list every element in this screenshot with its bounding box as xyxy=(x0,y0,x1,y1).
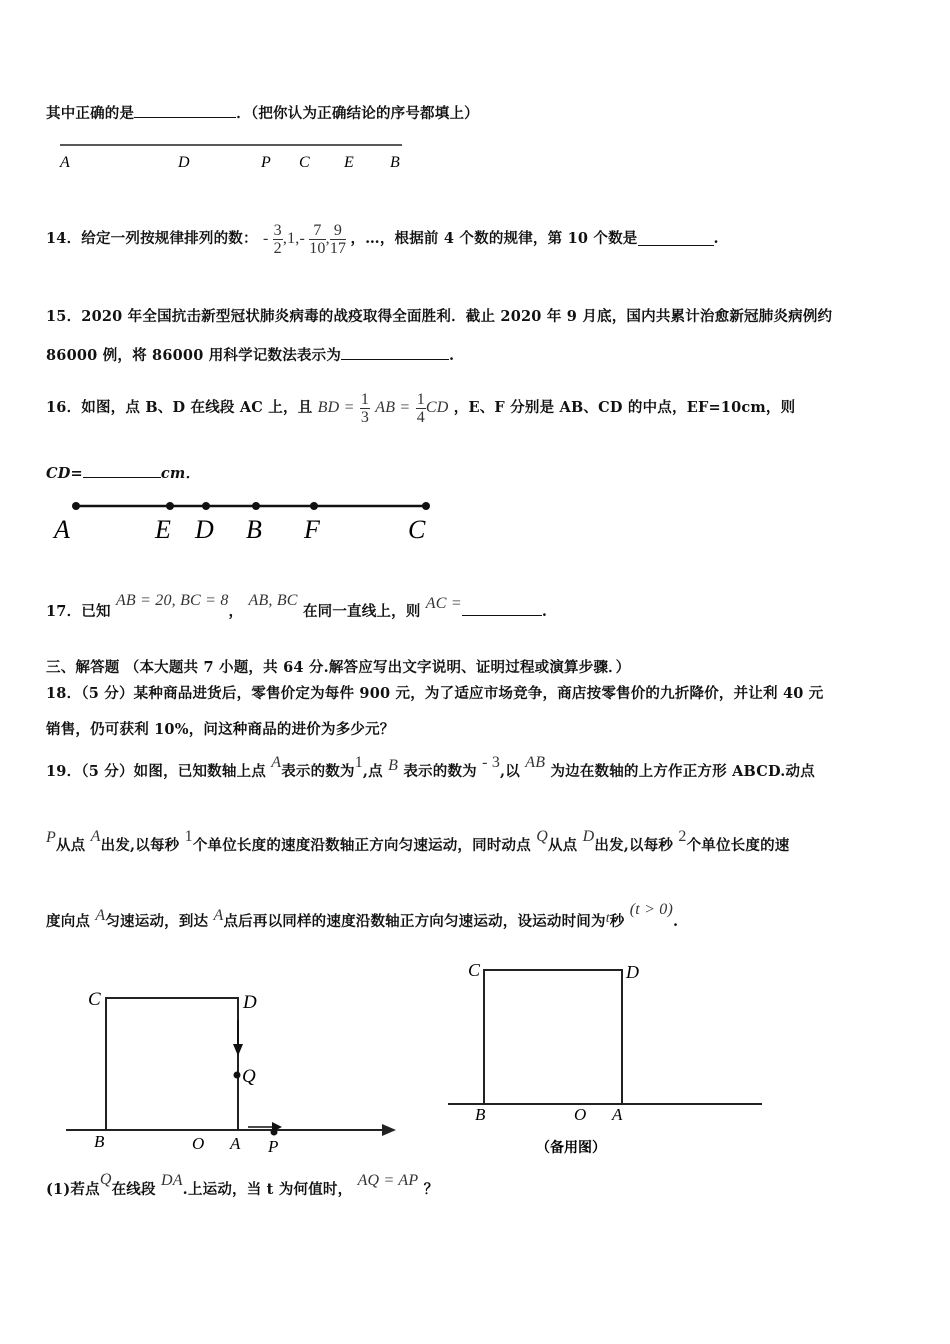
q15-line2-text: 86000 例，将 86000 用科学记数法表示为 xyxy=(46,347,342,364)
q16-suffix: ，E、F 分别是 AB、CD 的中点，EF=10cm，则 xyxy=(453,399,796,416)
q13-text xyxy=(46,102,479,123)
q19-var: DA xyxy=(160,1172,183,1189)
frac-num: 1 xyxy=(360,390,370,408)
q19-sub1 xyxy=(46,1170,438,1210)
fig1-label: B xyxy=(94,1132,105,1151)
q19-text: . xyxy=(673,913,679,930)
q19-text: (1)若点 xyxy=(46,1181,100,1198)
q16-point-label: A xyxy=(54,515,70,544)
q19-text: .上运动，当 t 为何值时， xyxy=(182,1181,353,1198)
q16-cd-label: CD= xyxy=(46,465,83,482)
q13-point-label: E xyxy=(344,154,354,171)
q15-line1: 15．2020 年全国抗击新型冠状肺炎病毒的战疫取得全面胜利．截止 2020 年 9 月底，国内共累计治愈新冠肺炎病例约 xyxy=(46,308,833,325)
q19-text: 在线段 xyxy=(111,1181,156,1198)
q19-text: 为边在数轴的上方作正方形 ABCD.动点 xyxy=(550,763,815,780)
fig2-caption: （备用图） xyxy=(536,1140,606,1156)
q16-point-label: F xyxy=(304,515,320,544)
q17-mid: 在同一直线上，则 xyxy=(302,603,421,620)
q13-point-label: D xyxy=(178,154,190,171)
q13-point-label: C xyxy=(299,154,310,171)
q13-prompt: 其中正确的是 xyxy=(46,105,135,122)
q18-line2: 销售，仍可获利 10%，问这种商品的进价为多少元？ xyxy=(46,721,395,738)
q16-eq1: BD = xyxy=(317,399,355,416)
q17-text xyxy=(46,592,548,626)
q16-answer-blank[interactable] xyxy=(83,465,161,478)
q14-suffix: ，…，根据前 4 个数的规律，第 10 个数是 xyxy=(350,230,638,247)
frac-num: 7 xyxy=(309,222,325,240)
q19-var: 1 xyxy=(184,828,193,845)
q16-frac1 xyxy=(360,391,370,426)
q16-point-dot xyxy=(72,502,80,510)
q19-line2 xyxy=(46,826,789,866)
q13-suffix: ．（把你认为正确结论的序号都填上） xyxy=(236,105,479,122)
fig1-label: D xyxy=(243,992,257,1013)
frac-num: 1 xyxy=(416,390,425,408)
q14-end: . xyxy=(713,230,719,247)
q19-var: D xyxy=(582,828,595,845)
q19-var: 2 xyxy=(678,828,687,845)
fig2-label: C xyxy=(468,960,481,980)
fig2-label: D xyxy=(626,962,639,982)
q16-point-dot xyxy=(310,502,318,510)
q15-answer-blank[interactable] xyxy=(341,347,449,360)
frac-den: 4 xyxy=(416,408,425,426)
frac-num: 3 xyxy=(273,221,282,239)
point-p-dot xyxy=(271,1129,278,1136)
q17-end: . xyxy=(541,603,548,620)
q17-comma: ， xyxy=(228,603,244,620)
q16-point-dot xyxy=(422,502,430,510)
q16-cd-unit: cm． xyxy=(160,465,201,482)
q16-point-label: C xyxy=(408,515,426,544)
q19-var: A xyxy=(213,907,224,924)
q16-segment-figure xyxy=(50,496,450,548)
arrow-down-icon xyxy=(233,1044,243,1056)
fig1-label: P xyxy=(268,1137,279,1156)
q16-cd-line xyxy=(46,462,200,483)
fig2-label: O xyxy=(574,1105,587,1124)
q19-var: Q xyxy=(536,828,548,845)
fig1-label: Q xyxy=(242,1066,256,1087)
q14-mid: ,1,- xyxy=(282,230,306,247)
q13-point-label: A xyxy=(60,154,70,171)
q19-text: 匀速运动，到达 xyxy=(105,913,209,930)
q19-text: 点后再以同样的速度沿数轴正方向匀速运动，设运动时间为 xyxy=(223,913,606,930)
q14-frac2 xyxy=(309,222,325,257)
q19-var: AQ = AP xyxy=(357,1172,419,1189)
q16-point-dot xyxy=(202,502,210,510)
point-q-dot xyxy=(234,1072,241,1079)
q13-number-line-figure xyxy=(50,138,420,178)
q16-point-dot xyxy=(252,502,260,510)
q19-text: 表示的数为 xyxy=(281,763,355,780)
q19-figure-backup xyxy=(440,954,770,1164)
q19-figure-main xyxy=(60,986,410,1158)
section-3-header: 三、解答题 （本大题共 7 小题，共 64 分.解答应写出文字说明、证明过程或演算步骤．） xyxy=(46,659,631,676)
q14-comma: , xyxy=(325,230,330,247)
q13-point-label: B xyxy=(390,154,400,171)
q19-text: 从点 xyxy=(547,837,578,854)
q16-point-label: D xyxy=(195,515,214,544)
q16-point-label: E xyxy=(155,515,171,544)
q13-answer-blank[interactable] xyxy=(134,105,236,118)
q17-cond: AB = 20, BC = 8 xyxy=(115,592,229,609)
q16-frac2 xyxy=(416,391,426,426)
q19-text: 秒 xyxy=(609,913,625,930)
q19-var: B xyxy=(388,757,399,774)
frac-den: 10 xyxy=(309,239,326,257)
q14-number: 14．给定一列按规律排列的数： xyxy=(46,230,258,247)
frac-num: 9 xyxy=(330,222,346,240)
q16-point-label: B xyxy=(246,515,262,544)
axis-arrow-icon xyxy=(382,1124,396,1136)
q19-var: AB xyxy=(525,754,546,771)
q19-text: 个单位长度的速度沿数轴正方向匀速运动，同时动点 xyxy=(192,837,531,854)
q16-text xyxy=(46,382,795,434)
q17-pair: AB, BC xyxy=(248,592,298,609)
q17-answer-blank[interactable] xyxy=(462,603,542,616)
q15-line2 xyxy=(46,344,454,365)
q19-var: (t > 0) xyxy=(629,901,674,918)
fig1-label: O xyxy=(192,1134,205,1153)
frac-den: 3 xyxy=(360,408,370,426)
q16-prefix: 16．如图，点 B、D 在线段 AC 上，且 xyxy=(46,399,313,416)
fig2-label: B xyxy=(475,1105,486,1124)
fig1-label: A xyxy=(230,1134,241,1153)
q18-line1: 18．（5 分）某种商品进货后，零售价定为每件 900 元，为了适应市场竞争，商店按零售价的九折降价，并让利 40 元 xyxy=(46,685,824,702)
fig2-label: A xyxy=(612,1105,623,1124)
q19-var: P xyxy=(46,829,56,846)
q14-frac3 xyxy=(330,222,346,257)
q19-var: Q xyxy=(99,1171,112,1188)
q14-seq xyxy=(262,221,351,257)
q14-sign: - xyxy=(262,230,269,247)
frac-den: 2 xyxy=(273,239,282,257)
q19-text: 19．（5 分）如图，已知数轴上点 xyxy=(46,763,266,780)
q19-text: 从点 xyxy=(55,837,86,854)
q19-var: A xyxy=(271,754,282,771)
q14-text xyxy=(46,219,719,259)
q19-text: 出发,以每秒 xyxy=(594,837,674,854)
q16-eq2: AB = xyxy=(375,399,411,416)
q19-line3 xyxy=(46,902,678,943)
q13-point-label: P xyxy=(261,154,271,171)
q16-eq3: CD xyxy=(425,399,449,416)
q19-var: 1 xyxy=(354,754,363,771)
q19-text: 表示的数为 xyxy=(403,763,477,780)
q19-text: ？ xyxy=(423,1181,439,1198)
q16-point-dot xyxy=(166,502,174,510)
q17-prefix: 17．已知 xyxy=(46,603,111,620)
q14-answer-blank[interactable] xyxy=(638,233,714,246)
q19-var: A xyxy=(90,828,101,845)
q19-line1 xyxy=(46,752,815,792)
q15-end: . xyxy=(449,347,455,364)
q19-text: ,以 xyxy=(500,763,520,780)
q19-var: t xyxy=(605,911,610,926)
q19-text: ,点 xyxy=(362,763,383,780)
q19-var: - 3 xyxy=(482,754,501,771)
q19-text: 度向点 xyxy=(46,913,91,930)
q19-var: A xyxy=(95,907,106,924)
q19-text: 个单位长度的速 xyxy=(686,837,790,854)
frac-den: 17 xyxy=(329,239,347,257)
q19-text: 出发,以每秒 xyxy=(100,837,180,854)
fig1-label: C xyxy=(88,989,101,1010)
q14-frac1 xyxy=(273,222,283,257)
q17-ac: AC = xyxy=(425,595,462,612)
